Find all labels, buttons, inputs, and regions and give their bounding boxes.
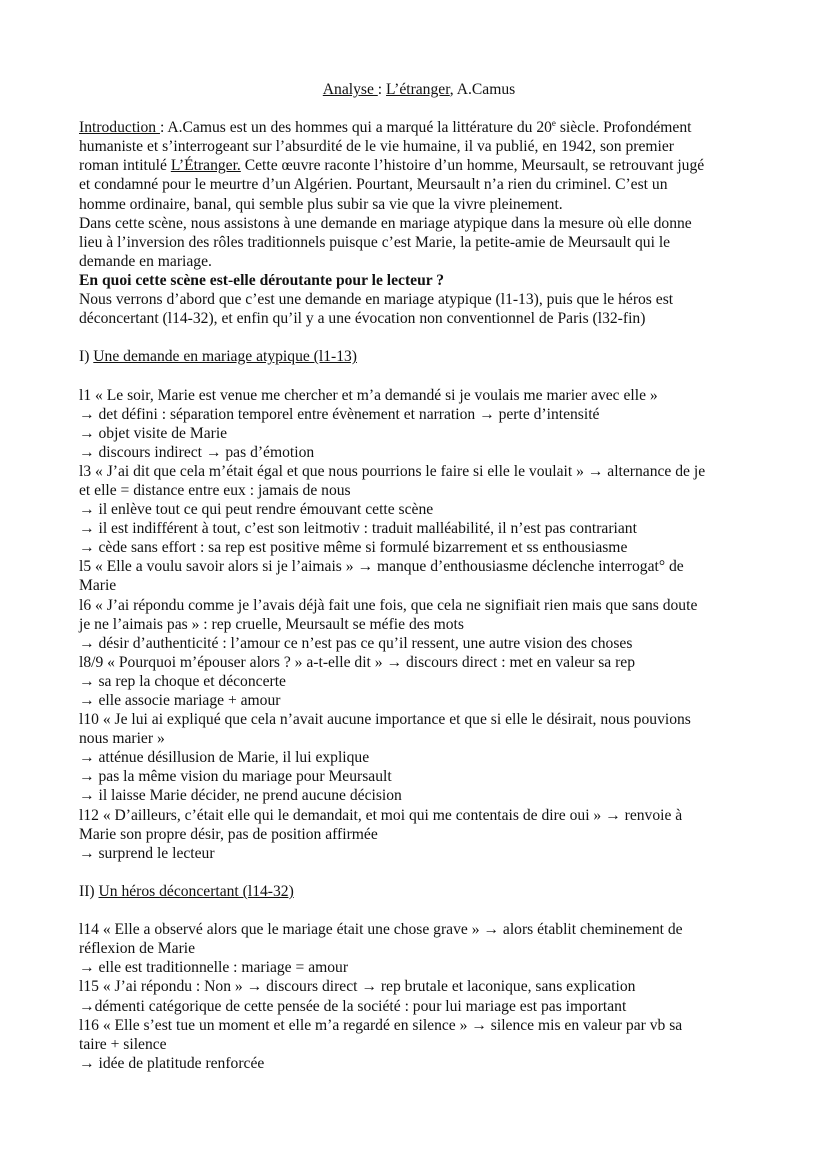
- text-line: [79, 958, 759, 977]
- text-line: [79, 309, 759, 328]
- text-line: [79, 405, 759, 424]
- blank-line: [79, 99, 759, 118]
- text-segment: → pas la même vision du mariage pour Meursault: [79, 768, 392, 786]
- text-line: [79, 252, 759, 271]
- text-segment: l15 « J’ai répondu : Non » → discours direct → rep brutale et laconique, sans explication: [79, 978, 636, 996]
- text-segment: → objet visite de Marie: [79, 424, 228, 442]
- text-line: [79, 175, 759, 194]
- text-line: [79, 997, 759, 1016]
- text-segment: I): [79, 348, 94, 366]
- text-segment: demande en mariage.: [79, 252, 212, 270]
- text-line: [79, 786, 759, 805]
- text-line: [79, 137, 759, 156]
- text-segment: l12 « D’ailleurs, c’était elle qui le demandait, et moi qui me contentais de dire oui » → renvoie à: [79, 806, 683, 824]
- text-line: [79, 462, 759, 481]
- text-line: [79, 214, 759, 233]
- text-line: [79, 290, 759, 309]
- text-segment: → cède sans effort : sa rep est positive même si formulé bizarrement et ss enthousiasme: [79, 539, 628, 557]
- text-line: [79, 615, 759, 634]
- text-line: [79, 195, 759, 214]
- text-segment: l8/9 « Pourquoi m’épouser alors ? » a-t-elle dit » → discours direct : met en valeur sa rep: [79, 653, 636, 671]
- text-segment: lieu à l’inversion des rôles traditionnels puisque c’est Marie, la petite-amie de Meursault qui le: [79, 233, 671, 251]
- text-line: [79, 347, 759, 366]
- text-line: [79, 1054, 759, 1073]
- text-segment: l16 « Elle s’est tue un moment et elle m’a regardé en silence » → silence mis en valeur par vb sa: [79, 1016, 683, 1034]
- text-segment: homme ordinaire, banal, qui semble plus subir sa vie que la vivre pleinement.: [79, 195, 563, 213]
- text-segment: → sa rep la choque et déconcerte: [79, 672, 286, 690]
- text-line: [79, 538, 759, 557]
- text-segment: l5 « Elle a voulu savoir alors si je l’aimais » → manque d’enthousiasme déclenche interrogat° de: [79, 558, 684, 576]
- text-line: [79, 672, 759, 691]
- text-line: [79, 767, 759, 786]
- text-line: [79, 939, 759, 958]
- text-line: [79, 519, 759, 538]
- text-segment: l14 « Elle a observé alors que le mariage était une chose grave » → alors établit cheminement de: [79, 921, 683, 939]
- text-segment: réflexion de Marie: [79, 940, 196, 958]
- text-segment: → elle est traditionnelle : mariage = amour: [79, 959, 349, 977]
- text-line: [79, 653, 759, 672]
- text-line: [79, 557, 759, 576]
- text-segment: → discours indirect → pas d’émotion: [79, 443, 315, 461]
- text-line: [79, 156, 759, 175]
- blank-line: [79, 863, 759, 882]
- text-line: [79, 825, 759, 844]
- text-segment: Nous verrons d’abord que c’est une demande en mariage atypique (l1-13), puis que le héros est: [79, 291, 674, 309]
- text-segment: e: [551, 118, 556, 129]
- text-line: [79, 271, 759, 290]
- text-line: [79, 634, 759, 653]
- text-segment: l1 « Le soir, Marie est venue me chercher et m’a demandé si je voulais me marier avec elle »: [79, 386, 658, 404]
- underlined-text: Introduction: [79, 119, 160, 137]
- underlined-text: L’Étranger.: [170, 157, 241, 175]
- text-segment: roman intitulé: [79, 157, 171, 175]
- text-segment: taire + silence: [79, 1035, 167, 1053]
- text-line: [79, 748, 759, 767]
- text-line: [79, 424, 759, 443]
- text-segment: II): [79, 882, 99, 900]
- text-segment: :: [377, 81, 387, 98]
- text-segment: →démenti catégorique de cette pensée de la société : pour lui mariage est pas important: [79, 997, 627, 1015]
- document-title: [79, 80, 759, 99]
- text-segment: je ne l’aimais pas » : rep cruelle, Meursault se méfie des mots: [79, 615, 464, 633]
- text-line: [79, 481, 759, 500]
- text-line: [79, 806, 759, 825]
- text-segment: → désir d’authenticité : l’amour ce n’est pas ce qu’il ressent, une autre vision des choses: [79, 634, 633, 652]
- text-segment: l3 « J’ai dit que cela m’était égal et que nous pourrions le faire si elle le voulait » → alternance de je: [79, 462, 706, 480]
- text-line: [79, 443, 759, 462]
- text-segment: → il enlève tout ce qui peut rendre émouvant cette scène: [79, 501, 434, 519]
- text-line: [79, 844, 759, 863]
- text-line: [79, 882, 759, 901]
- text-line: [79, 118, 759, 137]
- text-segment: → elle associe mariage + amour: [79, 692, 281, 709]
- text-segment: nous marier »: [79, 730, 165, 748]
- text-line: [79, 920, 759, 939]
- text-line: [79, 386, 759, 405]
- text-line: [79, 729, 759, 748]
- text-segment: et condamné pour le meurtre d’un Algérien. Pourtant, Meursault n’a rien du criminel. C’est un: [79, 176, 668, 194]
- text-line: [79, 691, 759, 710]
- text-segment: , A.Camus: [449, 81, 516, 98]
- text-segment: Marie son propre désir, pas de position affirmée: [79, 825, 378, 843]
- text-segment: → idée de platitude renforcée: [79, 1054, 265, 1072]
- text-line: [79, 1016, 759, 1035]
- underlined-text: Une demande en mariage atypique (l1-13): [93, 348, 357, 366]
- text-segment: et elle = distance entre eux : jamais de nous: [79, 481, 351, 499]
- text-segment: : A.Camus est un des hommes qui a marqué la littérature du 20: [159, 119, 552, 137]
- text-line: [79, 233, 759, 252]
- text-segment: → il laisse Marie décider, ne prend aucune décision: [79, 787, 402, 805]
- text-segment: Dans cette scène, nous assistons à une demande en mariage atypique dans la mesure où elle donne: [79, 214, 692, 232]
- blank-line: [79, 328, 759, 347]
- text-segment: → surprend le lecteur: [79, 844, 215, 862]
- blank-line: [79, 366, 759, 385]
- text-line: [79, 596, 759, 615]
- underlined-text: L’étranger: [386, 81, 450, 98]
- text-line: [79, 500, 759, 519]
- text-line: [79, 710, 759, 729]
- text-segment: déconcertant (l14-32), et enfin qu’il y a une évocation non conventionnel de Paris (l32-fin): [79, 310, 646, 328]
- text-line: [79, 1035, 759, 1054]
- text-segment: humaniste et s’interrogeant sur l’absurdité de le vie humaine, il va publié, en 1942, son premier: [79, 138, 674, 156]
- text-segment: siècle. Profondément: [555, 119, 692, 137]
- text-segment: l10 « Je lui ai expliqué que cela n’avait aucune importance et que si elle le désirait, nous pouvions: [79, 711, 691, 729]
- underlined-text: Un héros déconcertant (l14-32): [98, 882, 294, 900]
- text-line: [79, 576, 759, 595]
- text-segment: → det défini : séparation temporel entre évènement et narration → perte d’intensité: [79, 405, 600, 423]
- text-segment: → il est indifférent à tout, c’est son leitmotiv : traduit malléabilité, il n’est pas contrariant: [79, 520, 637, 538]
- document-page: [79, 80, 759, 1073]
- underlined-text: Analyse: [322, 81, 378, 98]
- text-line: [79, 977, 759, 996]
- text-segment: Marie: [79, 577, 117, 595]
- text-segment: l6 « J’ai répondu comme je l’avais déjà fait une fois, que cela ne signifiait rien mais que sans doute: [79, 596, 698, 614]
- text-segment: Cette œuvre raconte l’histoire d’un homme, Meursault, se retrouvant jugé: [240, 157, 705, 175]
- problematic-question: En quoi cette scène est-elle déroutante pour le lecteur ?: [79, 271, 445, 289]
- blank-line: [79, 901, 759, 920]
- text-segment: → atténue désillusion de Marie, il lui explique: [79, 749, 370, 767]
